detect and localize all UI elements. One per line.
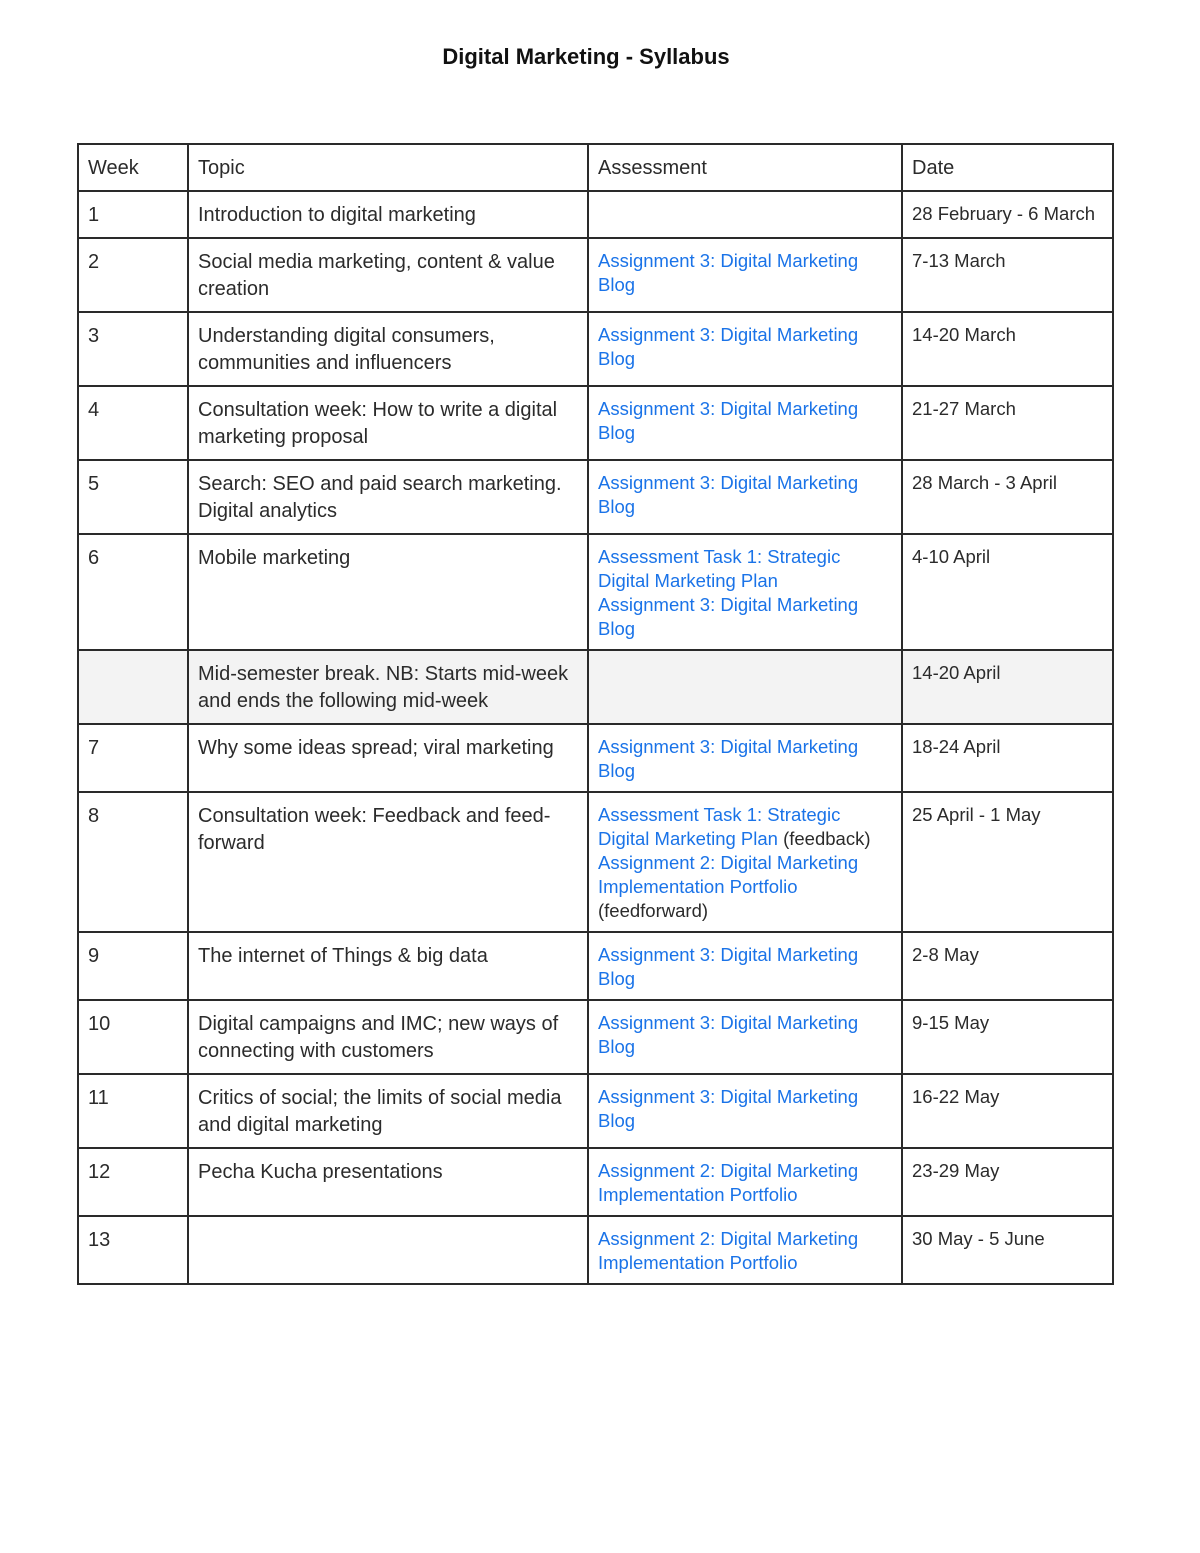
week-cell: 4 — [78, 386, 188, 460]
date-cell: 21-27 March — [902, 386, 1113, 460]
topic-cell: Mid-semester break. NB: Starts mid-week and ends the following mid-week — [188, 650, 588, 724]
table-row — [78, 724, 1113, 792]
date-cell: 16-22 May — [902, 1074, 1113, 1148]
header-week: Week — [78, 144, 188, 191]
week-cell: 9 — [78, 932, 188, 1000]
topic-cell: Introduction to digital marketing — [188, 191, 588, 238]
date-cell: 14-20 April — [902, 650, 1113, 724]
date-cell: 9-15 May — [902, 1000, 1113, 1074]
week-cell — [78, 650, 188, 724]
assessment-link[interactable]: Assignment 2: Digital Marketing Implementation Portfolio — [598, 1160, 859, 1205]
topic-cell — [188, 1216, 588, 1284]
table-row — [78, 1216, 1113, 1284]
topic-cell: Mobile marketing — [188, 534, 588, 650]
header-date: Date — [902, 144, 1113, 191]
assessment-link[interactable]: Assignment 3: Digital Marketing Blog — [598, 594, 859, 639]
table-row — [78, 191, 1113, 238]
table-row — [78, 534, 1113, 650]
week-cell: 11 — [78, 1074, 188, 1148]
week-cell: 3 — [78, 312, 188, 386]
table-row — [78, 460, 1113, 534]
table-row — [78, 1148, 1113, 1216]
date-cell: 2-8 May — [902, 932, 1113, 1000]
assessment-link[interactable]: Assignment 3: Digital Marketing Blog — [598, 944, 859, 989]
date-cell: 14-20 March — [902, 312, 1113, 386]
topic-cell: Digital campaigns and IMC; new ways of connecting with customers — [188, 1000, 588, 1074]
topic-cell: Why some ideas spread; viral marketing — [188, 724, 588, 792]
date-cell: 4-10 April — [902, 534, 1113, 650]
assessment-cell — [588, 650, 902, 724]
assessment-cell — [588, 191, 902, 238]
assessment-link[interactable]: Assessment Task 1: Strategic Digital Marketing Plan — [598, 546, 841, 591]
date-cell: 23-29 May — [902, 1148, 1113, 1216]
assessment-cell — [588, 534, 902, 650]
topic-cell: Critics of social; the limits of social media and digital marketing — [188, 1074, 588, 1148]
table-row — [78, 386, 1113, 460]
table-row-break — [78, 650, 1113, 724]
assessment-note: (feedforward) — [598, 900, 709, 921]
date-cell: 30 May - 5 June — [902, 1216, 1113, 1284]
date-cell: 28 February - 6 March — [902, 191, 1113, 238]
week-cell: 1 — [78, 191, 188, 238]
assessment-link[interactable]: Assignment 3: Digital Marketing Blog — [598, 1012, 859, 1057]
assessment-link[interactable]: Assignment 2: Digital Marketing Implementation Portfolio — [598, 852, 859, 897]
date-cell: 7-13 March — [902, 238, 1113, 312]
topic-cell: Consultation week: Feedback and feed-forward — [188, 792, 588, 932]
table-row — [78, 238, 1113, 312]
table-row — [78, 792, 1113, 932]
table-row — [78, 1074, 1113, 1148]
header-assessment: Assessment — [588, 144, 902, 191]
week-cell: 12 — [78, 1148, 188, 1216]
week-cell: 10 — [78, 1000, 188, 1074]
assessment-cell — [588, 724, 902, 792]
assessment-link[interactable]: Assignment 3: Digital Marketing Blog — [598, 250, 859, 295]
topic-cell: Understanding digital consumers, communities and influencers — [188, 312, 588, 386]
topic-cell: Search: SEO and paid search marketing. Digital analytics — [188, 460, 588, 534]
assessment-link[interactable]: Assessment Task 1: Strategic Digital Marketing Plan — [598, 804, 841, 849]
table-row — [78, 312, 1113, 386]
date-cell: 18-24 April — [902, 724, 1113, 792]
page-title: Digital Marketing - Syllabus — [442, 44, 730, 69]
topic-cell: The internet of Things & big data — [188, 932, 588, 1000]
assessment-cell — [588, 792, 902, 932]
week-cell: 7 — [78, 724, 188, 792]
assessment-cell — [588, 312, 902, 386]
week-cell: 8 — [78, 792, 188, 932]
table-row — [78, 1000, 1113, 1074]
week-cell: 13 — [78, 1216, 188, 1284]
week-cell: 6 — [78, 534, 188, 650]
topic-cell: Consultation week: How to write a digital marketing proposal — [188, 386, 588, 460]
assessment-link[interactable]: Assignment 2: Digital Marketing Implementation Portfolio — [598, 1228, 859, 1273]
week-cell: 2 — [78, 238, 188, 312]
assessment-cell — [588, 932, 902, 1000]
date-cell: 28 March - 3 April — [902, 460, 1113, 534]
assessment-link[interactable]: Assignment 3: Digital Marketing Blog — [598, 398, 859, 443]
assessment-cell — [588, 1074, 902, 1148]
header-topic: Topic — [188, 144, 588, 191]
topic-cell: Social media marketing, content & value creation — [188, 238, 588, 312]
assessment-link[interactable]: Assignment 3: Digital Marketing Blog — [598, 324, 859, 369]
assessment-cell — [588, 460, 902, 534]
assessment-cell — [588, 386, 902, 460]
assessment-link[interactable]: Assignment 3: Digital Marketing Blog — [598, 736, 859, 781]
assessment-link[interactable]: Assignment 3: Digital Marketing Blog — [598, 472, 859, 517]
week-cell: 5 — [78, 460, 188, 534]
assessment-link[interactable]: Assignment 3: Digital Marketing Blog — [598, 1086, 859, 1131]
assessment-cell — [588, 1000, 902, 1074]
assessment-cell — [588, 238, 902, 312]
assessment-cell — [588, 1216, 902, 1284]
assessment-note: (feedback) — [777, 828, 871, 849]
assessment-cell — [588, 1148, 902, 1216]
date-cell: 25 April - 1 May — [902, 792, 1113, 932]
topic-cell: Pecha Kucha presentations — [188, 1148, 588, 1216]
table-row — [78, 932, 1113, 1000]
table-header-row — [78, 144, 1113, 191]
syllabus-table — [77, 143, 1114, 1285]
